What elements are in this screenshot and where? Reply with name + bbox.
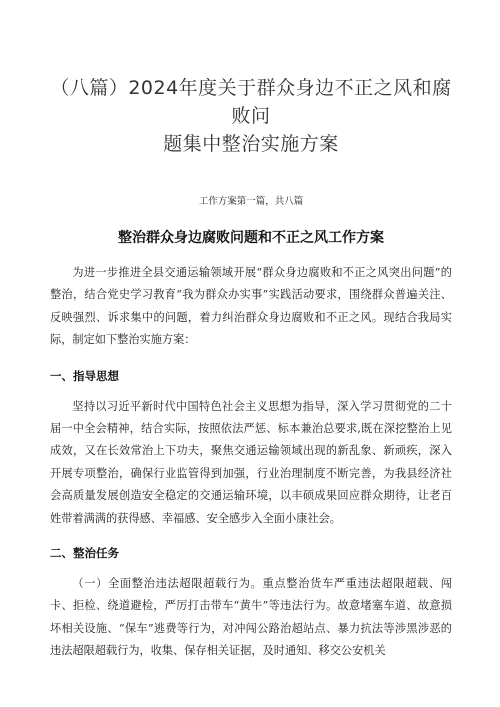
document-title-line-1: （八篇）2024年度关于群众身边不正之风和腐败问 <box>50 77 452 127</box>
document-title <box>50 0 452 158</box>
rectification-tasks-paragraph: （一）全面整治违法超限超载行为。重点整治货车严重违法超限超载、闯卡、拒检、绕道避检，严厉打击带车“黄牛”等违法行为。故意堵塞车道、故意损坏相关设施、“保车”逃费等行为，对冲闯公路治超站点、暴力抗法等涉黑涉恶的违法超限超载行为，收集、保存相关证据，及时通知、移交公安机关 <box>50 577 452 658</box>
section-title: 整治群众身边腐败问题和不正之风工作方案 <box>118 230 384 246</box>
document-title-line-2: 题集中整治实施方案 <box>163 133 339 155</box>
section-heading-guiding-ideology: 一、指导思想 <box>50 368 119 383</box>
guiding-ideology-paragraph: 坚持以习近平新时代中国特色社会主义思想为指导，深入学习贯彻党的二十届一中全会精神，结合实际，按照依法严惩、标本兼治总要求,既在深挖整治上见成效，又在长效常治上下功夫，聚焦交通运输领域出现的新乱象、新顽疾，深入开展专项整治，确保行业监管得到加强，行业治理制度不断完善，为我县经济社会高质量发展创造安全稳定的交通运输环境，以丰硕成果回应群众期待，让老百姓带着满满的获得感、幸福感、安全感步入全面小康社会。 <box>50 399 452 525</box>
document-meta: 工作方案第一篇，共八篇 <box>198 196 304 207</box>
intro-paragraph: 为进一步推进全县交通运输领域开展“群众身边腐败和不正之风突出问题”的整治，结合党史学习教育“我为群众办实事”实践活动要求，围绕群众普遍关注、反映强烈、诉求集中的问题，着力纠治群众身边腐败和不正之风。现结合我局实际，制定如下整治实施方案： <box>50 266 452 347</box>
section-heading-rectification-tasks: 二、整治任务 <box>50 546 119 561</box>
